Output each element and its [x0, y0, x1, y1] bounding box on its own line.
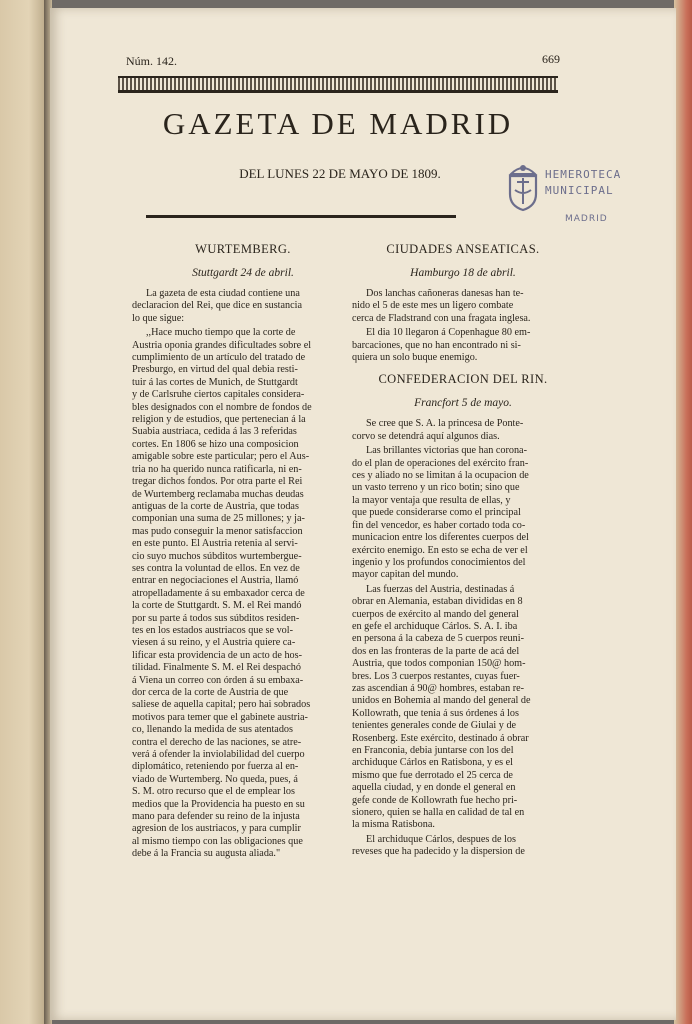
text-line: tenientes generales conde de Giulai y de	[352, 720, 517, 732]
text-line: por su parte á todos sus súbditos residen-	[132, 612, 300, 624]
text-line: de Wurtemberg reclamaba muchas deudas	[132, 488, 304, 500]
text-line: co, llenando la medida de sus atentados	[132, 724, 293, 736]
dateline: Francfort 5 de mayo.	[414, 397, 512, 410]
text-line: un vasto terreno y un rico botin; sino que	[352, 482, 520, 494]
article-body	[132, 288, 354, 861]
text-line: saliese de aquella capital; pero hai sobrados	[132, 699, 311, 711]
text-line: en Franconia, debia juntarse con los del	[352, 745, 514, 756]
text-line: Austria, que todos componian 150@ hom-	[352, 658, 526, 670]
text-line: fin del vencedor, es haber cortado toda co-	[352, 519, 526, 531]
text-line: que puede considerarse como el principal	[352, 507, 521, 519]
masthead-title: GAZETA DE MADRID	[162, 106, 514, 141]
text-line: contra el derecho de las naciones, se atre-	[132, 736, 302, 748]
text-line: La gazeta de esta ciudad contiene una	[146, 288, 300, 299]
text-line: Dos lanchas cañoneras danesas han te-	[366, 288, 524, 299]
text-line: Se cree que S. A. la princesa de Ponte-	[366, 418, 524, 430]
paragraph	[352, 288, 574, 325]
text-line: dos en las fronteras de la parte de acá del	[352, 645, 520, 657]
text-line: municacion entre los diferentes cuerpos del	[352, 532, 529, 544]
text-line: reveses que ha padecido y la dispersion de	[352, 846, 525, 858]
text-line: antiguas de la corte de Austria, que todas	[132, 500, 299, 512]
text-line: obrar en Alemania, estaban divididas en 8	[352, 596, 523, 608]
paragraph	[352, 834, 574, 859]
text-line: zas ascendian á 90@ hombres, estaban re-	[352, 682, 525, 694]
text-line: amigable sobre este particular; pero el Aus-	[132, 451, 310, 463]
dateline: Hamburgo 18 de abril.	[410, 267, 516, 279]
page-edge-stack	[674, 0, 692, 1024]
text-line: componian una suma de 25 millones; y ja-	[132, 513, 305, 525]
text-line: lificar esta providencia de un acto de hos-	[132, 649, 303, 661]
text-line: do el plan de operaciones del exército fran-	[352, 457, 529, 469]
stamp-line-2: MUNICIPAL	[545, 184, 614, 197]
text-line: tes en los estados austriacos que se vol-	[132, 624, 293, 636]
text-line: ingenio y los profundos conocimientos del	[352, 556, 526, 568]
text-line: tria no ha querido nunca ratificarla, ni en-	[132, 463, 302, 475]
text-line: á Viena un correo con órden á su embaxa-	[132, 674, 304, 686]
text-line: atropelladamente á su embaxador cerca de	[132, 587, 305, 599]
text-line: en gefe el archiduque Cárlos. S. A. I. iba	[352, 620, 518, 632]
text-line: sionero, quien se halla en calidad de tal en	[352, 807, 525, 819]
right-column	[352, 242, 574, 861]
text-line: cerca de Fladstrand con una fragata inglesa.	[352, 312, 531, 324]
paragraph	[132, 288, 354, 325]
newspaper-page	[50, 8, 676, 1020]
text-line: la misma Ratisbona.	[352, 819, 435, 831]
text-line: gefe conde de Kollowrath fue hecho pri-	[352, 794, 518, 806]
text-line: Las brillantes victorias que han corona-	[366, 445, 527, 457]
section-heading: WURTEMBERG.	[195, 242, 291, 256]
issue-date: DEL LUNES 22 DE MAYO DE 1809.	[239, 166, 441, 181]
article-body	[352, 288, 574, 364]
text-line: mano para defender su reino de la injusta	[132, 811, 300, 823]
text-line: medios que la Providencia ha puesto en su	[132, 798, 305, 810]
text-line: dor cerca de la corte de Austria de que	[132, 687, 289, 698]
text-line: ses contra la voluntad de ellos. En vez de	[132, 562, 300, 574]
text-line: debe á la Francia su augusta aliada."	[132, 848, 281, 860]
text-line: archiduque Cárlos en Ratisbona, y es el	[352, 757, 513, 769]
text-line: mas pudo conseguir la menor satisfaccion	[132, 525, 303, 537]
dateline: Stuttgardt 24 de abril.	[192, 267, 294, 279]
text-line: Presburgo, en virtud del qual debia resti-	[132, 364, 298, 376]
text-line: cortes. En 1806 se hizo una composicion	[132, 438, 299, 450]
text-line: lo que sigue:	[132, 312, 185, 324]
text-line: S. M. otro recurso que el de emplear los	[132, 786, 295, 798]
text-line: ,,Hace mucho tiempo que la corte de	[146, 327, 296, 339]
text-line: agresion de los austriacos, y para cumplir	[132, 823, 301, 835]
text-line: tregar dichos fondos. Por otra parte el Rei	[132, 476, 303, 488]
text-line: al mismo tiempo con las obligaciones que	[132, 835, 303, 847]
text-line: verá á ofender la inviolabilidad del cuerpo	[132, 749, 305, 761]
issue-number: Núm. 142.	[126, 54, 177, 68]
text-line: en persona á la cabeza de 5 cuerpos reuni-	[352, 633, 524, 645]
text-line: mismo que fue derrotado el 25 cerca de	[352, 769, 513, 781]
text-line: mayor capitan del mundo.	[352, 569, 459, 581]
text-line: tuir á las cortes de Munich, de Stuttgardt	[132, 376, 298, 388]
paragraph	[132, 327, 354, 860]
section-heading: CONFEDERACION DEL RIN.	[378, 372, 548, 387]
text-line: viesen á su reino, y el Austria quiere ca-	[132, 637, 296, 649]
paragraph	[352, 418, 574, 443]
paragraph	[352, 445, 574, 581]
text-line: Austria oponia grandes dificultades sobre el	[132, 339, 312, 351]
text-line: cuerpos de exército al mando del general	[352, 608, 519, 620]
article-body	[352, 418, 574, 858]
coat-of-arms-seal	[503, 160, 543, 212]
text-line: corvo se detendrá aquí algunos dias.	[352, 430, 500, 442]
facing-page-edge	[0, 0, 48, 1024]
stamp-line-3: MADRID	[565, 214, 608, 224]
header-rule	[146, 215, 456, 218]
text-line: tilidad. Finalmente S. M. el Rei despachó	[132, 662, 301, 674]
paragraph	[352, 584, 574, 832]
text-line: aquella ciudad, y en donde el general en	[352, 782, 516, 794]
text-line: Rosenberg. Este exército, destinado á obrar	[352, 732, 529, 744]
text-line: cumplimiento de un artículo del tratado de	[132, 352, 306, 364]
text-line: quiera un solo buque enemigo.	[352, 352, 478, 364]
text-line: bres. Los 3 cuerpos restantes, cuyas fuer-	[352, 670, 520, 682]
text-line: declaracion del Rei, que dice en sustancia	[132, 300, 302, 312]
paragraph	[352, 327, 574, 364]
text-line: motivos para temer que el gabinete austria-	[132, 711, 308, 723]
text-line: Kollowrath, que tenia á sus órdenes á los	[352, 707, 519, 719]
section-heading: CIUDADES ANSEATICAS.	[386, 242, 540, 256]
text-line: nido el 5 de este mes un ligero combate	[352, 300, 514, 312]
text-line: diplomático, reteniendo por fuerza al en-	[132, 761, 299, 773]
text-line: entrar en negociaciones el Austria, llamó	[132, 575, 299, 587]
library-stamp	[503, 160, 653, 230]
text-line: la mayor ventaja que resulta de ellas, y	[352, 494, 511, 506]
text-line: y de Carlsruhe ciertos capitales considera-	[132, 389, 305, 401]
text-line: exército enemigo. En esto se echa de ver el	[352, 544, 528, 556]
text-line: la corte de Stuttgardt. S. M. el Rei mandó	[132, 600, 302, 612]
text-line: El archiduque Cárlos, despues de los	[366, 833, 516, 845]
text-line: religion y de estudios, que pertenecian á la	[132, 414, 306, 426]
text-line: Suabia austriaca, cedida á las 3 referidas	[132, 426, 297, 438]
text-line: ces y aliado no se limitan á la ocupacion de	[352, 470, 529, 482]
text-line: en este punto. El Austria retenia al servi-	[132, 538, 298, 550]
decorative-band	[118, 76, 558, 93]
text-line: Las fuerzas del Austria, destinadas á	[366, 583, 515, 595]
text-line: barcaciones, que no han encontrado ni si-	[352, 339, 521, 351]
page-number: 669	[542, 52, 560, 66]
text-line: bles designados con el nombre de fondos de	[132, 401, 312, 413]
text-line: unidos en Bohemia al mando del general de	[352, 695, 531, 707]
text-line: viado de Wurtemberg. No queda, pues, á	[132, 773, 298, 785]
left-column	[132, 242, 354, 863]
text-line: cio suyo muchos súbditos wurtembergue-	[132, 550, 302, 562]
stamp-line-1: HEMEROTECA	[545, 168, 622, 181]
text-line: El dia 10 llegaron á Copenhague 80 em-	[366, 327, 531, 339]
